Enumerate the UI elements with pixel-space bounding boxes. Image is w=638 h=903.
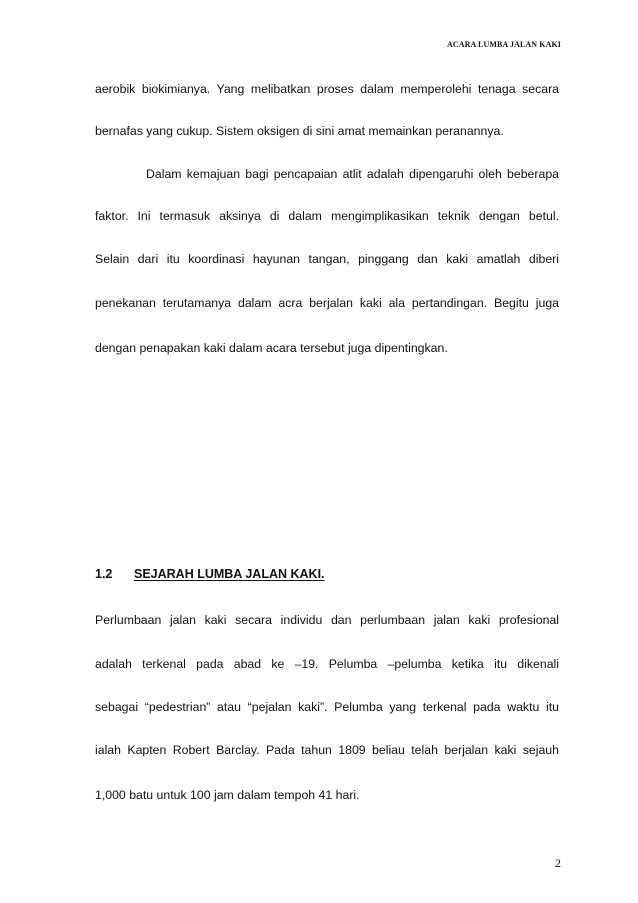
- paragraph-line: bernafas yang cukup. Sistem oksigen di sini amat memainkan peranannya.: [95, 124, 504, 138]
- page-number: 2: [555, 856, 561, 870]
- section-title: SEJARAH LUMBA JALAN KAKI.: [134, 567, 325, 581]
- running-header: ACARA LUMBA JALAN KAKI: [447, 40, 561, 49]
- paragraph-line: dengan penapakan kaki dalam acara tersebut juga dipentingkan.: [95, 341, 448, 355]
- paragraph-line: penekanan terutamanya dalam acra berjalan kaki ala pertandingan. Begitu juga: [95, 296, 559, 310]
- paragraph-line: faktor. Ini termasuk aksinya di dalam mengimplikasikan teknik dengan betul.: [95, 209, 559, 223]
- section-paragraph-line: adalah terkenal pada abad ke –19. Pelumba –pelumba ketika itu dikenali: [95, 657, 559, 671]
- section-paragraph-line: Perlumbaan jalan kaki secara individu dan perlumbaan jalan kaki profesional: [95, 613, 559, 627]
- section-paragraph-line: 1,000 batu untuk 100 jam dalam tempoh 41 hari.: [95, 788, 360, 802]
- section-paragraph-line: sebagai “pedestrian” atau “pejalan kaki”. Pelumba yang terkenal pada waktu itu: [95, 700, 559, 714]
- paragraph-line: Selain dari itu koordinasi hayunan tangan, pinggang dan kaki amatlah diberi: [95, 252, 559, 266]
- section-paragraph-line: ialah Kapten Robert Barclay. Pada tahun 1809 beliau telah berjalan kaki sejauh: [95, 743, 559, 757]
- section-heading: [95, 566, 325, 582]
- paragraph-line: aerobik biokimianya. Yang melibatkan proses dalam memperolehi tenaga secara: [95, 82, 559, 96]
- section-number: 1.2: [95, 567, 113, 581]
- paragraph-line-indented: Dalam kemajuan bagi pencapaian atlit adalah dipengaruhi oleh beberapa: [146, 167, 559, 181]
